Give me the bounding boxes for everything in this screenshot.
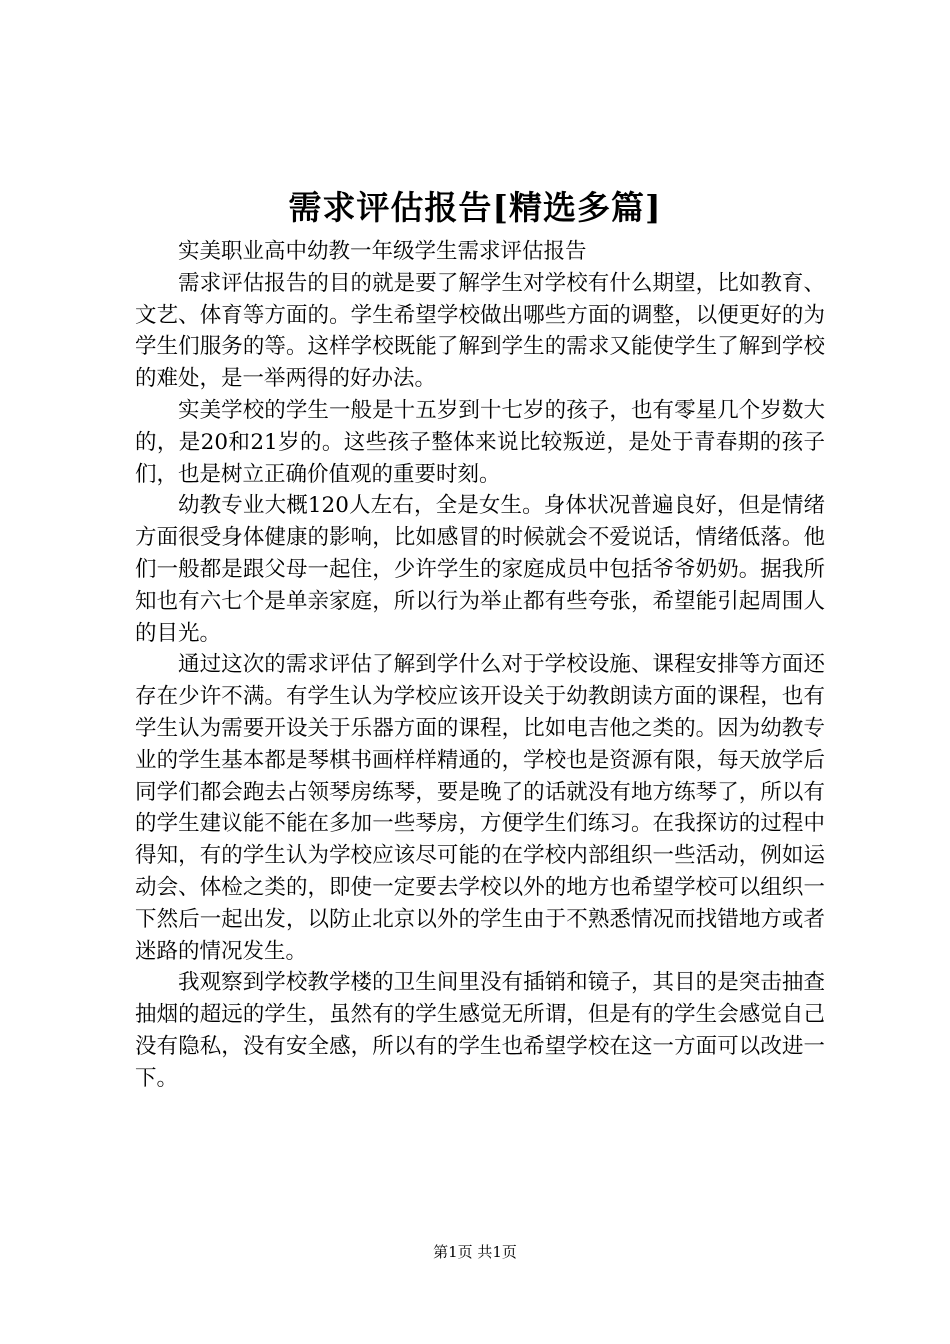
document-body (135, 236, 825, 1095)
paragraph-students-age: 实美学校的学生一般是十五岁到十七岁的孩子，也有零星几个岁数大的，是20和21岁的。这些孩子整体来说比较叛逆，是处于青春期的孩子们，也是树立正确价值观的重要时刻。 (135, 397, 825, 487)
paragraph-observation: 我观察到学校教学楼的卫生间里没有插销和镜子，其目的是突击抽查抽烟的超远的学生，虽然有的学生感觉无所谓，但是有的学生会感觉自己没有隐私，没有安全感，所以有的学生也希望学校在这一方面可以改进一下。 (135, 970, 825, 1091)
page-footer: 第1页 共1页 (433, 1243, 517, 1261)
paragraph-preschool-major: 幼教专业大概120人左右，全是女生。身体状况普遍良好，但是情绪方面很受身体健康的影响，比如感冒的时候就会不爱说话，情绪低落。他们一般都是跟父母一起住，少许学生的家庭成员中包括爷爷奶奶。据我所知也有六七个是单亲家庭，所以行为举止都有些夸张，希望能引起周围人的目光。 (135, 493, 825, 646)
paragraph-findings: 通过这次的需求评估了解到学什么对于学校设施、课程安排等方面还存在少许不满。有学生认为学校应该开设关于幼教朗读方面的课程，也有学生认为需要开设关于乐器方面的课程，比如电吉他之类的。因为幼教专业的学生基本都是琴棋书画样样精通的，学校也是资源有限，每天放学后同学们都会跑去占领琴房练琴，要是晚了的话就没有地方练琴了，所以有的学生建议能不能在多加一些琴房，方便学生们练习。在我探访的过程中得知，有的学生认为学校应该尽可能的在学校内部组织一些活动，例如运动会、体检之类的，即使一定要去学校以外的地方也希望学校可以组织一下然后一起出发，以防止北京以外的学生由于不熟悉情况而找错地方或者迷路的情况发生。 (135, 652, 825, 964)
document-title: 需求评估报告[精选多篇] (288, 188, 662, 227)
report-subtitle: 实美职业高中幼教一年级学生需求评估报告 (178, 239, 587, 264)
paragraph-purpose: 需求评估报告的目的就是要了解学生对学校有什么期望，比如教育、文艺、体育等方面的。学生希望学校做出哪些方面的调整，以便更好的为学生们服务的等。这样学校既能了解到学生的需求又能使学生了解到学校的难处，是一举两得的好办法。 (135, 270, 825, 392)
